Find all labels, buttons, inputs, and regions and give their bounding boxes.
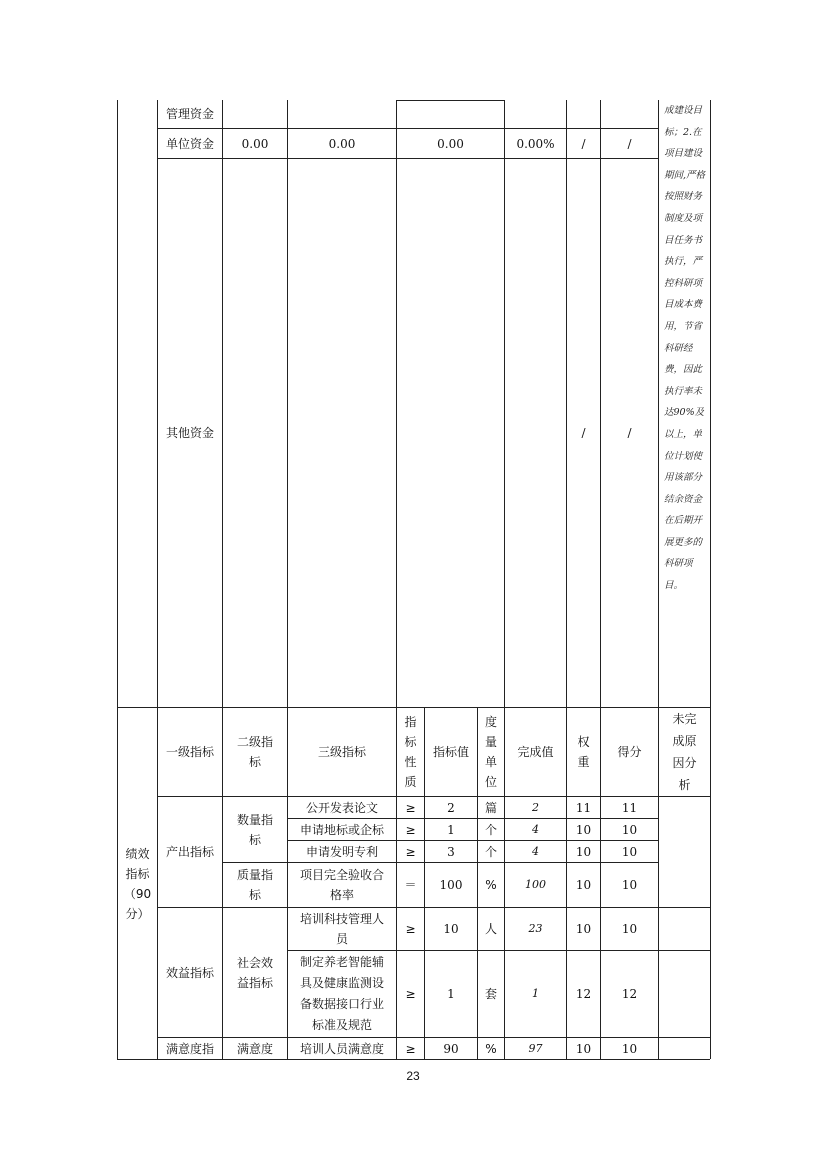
indicator-actual: 4 xyxy=(532,822,539,836)
group-social: 社会效益指标 xyxy=(236,955,273,990)
indicator-nature: ＝ xyxy=(404,878,417,892)
funding-reason-note: 成建设目标；2.在项目建设期间,严格按照财务制度及项目任务书执行，严控科研项目成本费用，节省科研经费，因此执行率未达90%及以上，单位计划使用该部分结余资金在后期开展更多的科研项目。 xyxy=(664,105,706,592)
indicator-name: 项目完全验收合格率 xyxy=(300,868,385,902)
funding-row-label: 其他资金 xyxy=(166,426,215,440)
funding-weight: / xyxy=(581,136,586,151)
indicator-actual: 2 xyxy=(532,800,539,814)
indicator-actual: 23 xyxy=(528,922,543,935)
indicator-unit: % xyxy=(485,878,497,892)
funding-row-label: 单位资金 xyxy=(166,136,215,151)
header-level2: 二级指标 xyxy=(236,735,273,769)
indicator-weight: 10 xyxy=(575,822,592,837)
indicator-target: 100 xyxy=(439,878,463,892)
performance-section-label: 绩效指标（90分） xyxy=(123,846,152,921)
indicator-score: 10 xyxy=(621,922,638,936)
indicator-actual: 100 xyxy=(525,878,546,891)
indicator-target: 2 xyxy=(447,800,455,815)
indicator-weight: 12 xyxy=(575,987,592,1001)
indicator-name: 申请地标或企标 xyxy=(299,822,384,837)
indicator-unit: % xyxy=(485,1041,497,1056)
indicator-target: 1 xyxy=(447,987,455,1001)
header-target: 指标值 xyxy=(432,745,469,759)
indicator-target: 1 xyxy=(447,822,455,837)
group-satisfaction: 满意度指 xyxy=(165,1041,214,1056)
indicator-score: 10 xyxy=(621,844,638,859)
indicator-unit: 人 xyxy=(484,922,497,936)
header-level3: 三级指标 xyxy=(317,745,366,759)
indicator-score: 10 xyxy=(621,822,638,837)
indicator-unit: 套 xyxy=(484,987,497,1001)
group-benefit: 效益指标 xyxy=(165,965,214,980)
indicator-name: 申请发明专利 xyxy=(305,844,378,859)
indicator-score: 11 xyxy=(621,800,638,815)
funding-executed: 0.00 xyxy=(437,136,464,151)
page-number: 23 xyxy=(406,1069,420,1083)
indicator-nature: ≥ xyxy=(405,822,416,837)
indicator-unit: 篇 xyxy=(484,800,497,815)
indicator-nature: ≥ xyxy=(405,800,416,815)
indicator-score: 10 xyxy=(621,1041,638,1056)
indicator-weight: 10 xyxy=(575,922,592,936)
indicator-nature: ≥ xyxy=(405,1041,416,1056)
header-reason: 未完成原因分析 xyxy=(672,712,697,792)
indicator-target: 10 xyxy=(443,922,459,936)
funding-budget: 0.00 xyxy=(241,136,269,151)
group-output: 产出指标 xyxy=(165,845,214,859)
indicator-actual: 4 xyxy=(532,844,539,858)
group-satisfaction-sub: 满意度 xyxy=(236,1041,273,1056)
group-quantity: 数量指标 xyxy=(236,812,273,847)
funding-row-label: 管理资金 xyxy=(166,107,215,121)
header-score: 得分 xyxy=(617,745,642,759)
header-nature: 指标性质 xyxy=(404,715,417,789)
header-weight: 权重 xyxy=(577,735,590,769)
indicator-actual: 1 xyxy=(532,987,539,1000)
indicator-name: 培训人员满意度 xyxy=(299,1041,384,1056)
indicator-unit: 个 xyxy=(484,822,497,837)
indicator-score: 10 xyxy=(621,878,638,892)
funding-rate: 0.00% xyxy=(516,136,555,151)
indicator-name: 制定养老智能辅具及健康监测设备数据接口行业标准及规范 xyxy=(300,955,385,1032)
funding-adjusted: 0.00 xyxy=(328,136,356,151)
indicator-actual: 97 xyxy=(528,1041,543,1055)
indicator-weight: 10 xyxy=(575,844,592,859)
indicator-name: 培训科技管理人员 xyxy=(300,912,385,946)
funding-score: / xyxy=(627,426,632,440)
funding-score: / xyxy=(627,136,632,151)
indicator-nature: ≥ xyxy=(405,844,416,859)
funding-weight: / xyxy=(581,426,586,440)
header-level1: 一级指标 xyxy=(165,745,214,759)
indicator-weight: 10 xyxy=(575,1041,592,1056)
indicator-target: 90 xyxy=(443,1041,459,1056)
indicator-weight: 11 xyxy=(575,800,592,815)
indicator-score: 12 xyxy=(621,987,638,1001)
indicator-nature: ≥ xyxy=(405,922,416,936)
header-unit: 度量单位 xyxy=(484,715,497,789)
indicator-target: 3 xyxy=(447,844,455,859)
indicator-unit: 个 xyxy=(484,844,497,859)
indicator-weight: 10 xyxy=(575,878,592,892)
indicator-name: 公开发表论文 xyxy=(305,800,378,815)
group-quality: 质量指标 xyxy=(236,868,273,902)
header-actual: 完成值 xyxy=(517,745,554,759)
indicator-nature: ≥ xyxy=(405,987,416,1001)
